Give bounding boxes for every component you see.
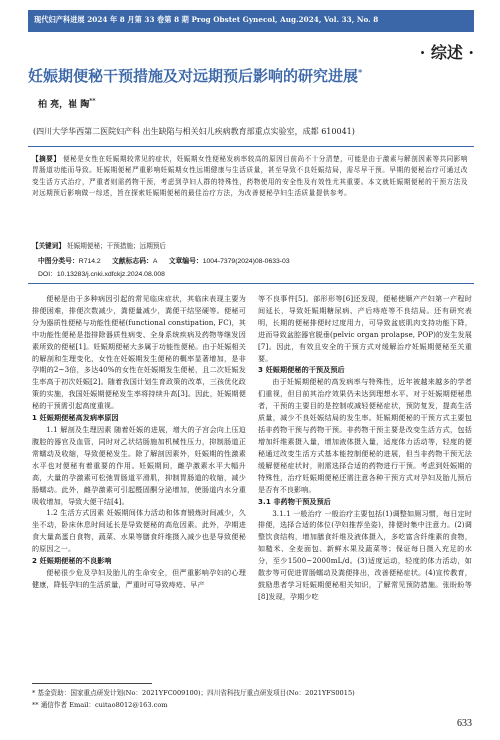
- abstract-label: 【摘要】: [32, 155, 61, 163]
- article-number-label: 文章编号：: [168, 257, 203, 265]
- article-title: [28, 62, 474, 86]
- clc-value: R714.2: [78, 258, 101, 265]
- journal-header-bar: [28, 10, 474, 32]
- footnote-correspondence: ** 通信作者 Email：cuitao8012@163.com: [32, 701, 168, 709]
- paragraph: 便秘很少危及孕妇及胎儿的生命安全，但严重影响孕妇的心理健康，降低孕妇的生活质量，严重时可导致痔疮、早产: [32, 568, 246, 589]
- abstract: [32, 154, 468, 199]
- footnote-funding: * 基金资助：国家重点研发计划(No：2021YFC009100)；四川省科技厅重点研发项目(No：2021YFS0015): [32, 689, 355, 697]
- affiliation: (四川大学华西第二医院妇产科 出生缺陷与相关妇儿疾病教育部重点实验室，成都 610041): [33, 127, 355, 136]
- section-heading: 1 妊娠期便秘高发病率原因: [32, 413, 119, 423]
- article-title-text: 妊娠期便秘干预措施及对远期预后影响的研究进展: [28, 67, 359, 85]
- paragraph: 由于妊娠期便秘的高发病率与特殊性，近年被越来越多的学者们重视，但目前其治疗效果仍未达到理想水平。对于妊娠期便秘患者，干预的主要目的是控制或减轻便秘症状，预防复发，提高生活质量，减少不良妊娠结局的发生率。妊娠期便秘的干预方式主要包括非药物干预与药物干预。非药物干预主要是改变生活方式，包括增加纤维素摄入量，增加液体摄入量，适度体力活动等，轻度的便秘通过改变生活方式基本能控制便秘的进展，但当非药物干预无法缓解便秘症状时，则需选择合适的药物进行干预。考虑到妊娠期的特殊性，治疗妊娠期便秘还需注意各种干预方式对孕妇及胎儿预后是否有不良影响。: [258, 377, 472, 494]
- keywords: [32, 241, 468, 252]
- keywords-label: 【关键词】: [32, 242, 65, 250]
- doc-code-label: 文献标志码：: [112, 257, 153, 265]
- classification-line: [38, 255, 468, 265]
- footnote-rule: [32, 683, 152, 684]
- keywords-text: 妊娠期便秘；干预措施；远期预后: [67, 242, 166, 250]
- paragraph: 1.2 生活方式因素 妊娠期间体力活动和体育锻炼时间减少，久坐不动，卧床休息时间延长是导致便秘的高危因素。此外，孕期进食大量高蛋白食物，蔬菜、水果等膳食纤维摄入减少也是导致便秘的原因之一。: [32, 508, 246, 554]
- body-column-left: [32, 293, 246, 591]
- abstract-top-rule: [28, 146, 474, 147]
- clc-label: 中图分类号：: [38, 257, 79, 265]
- paragraph: 1.1 解剖及生理因素 随着妊娠的进展，增大的子宫会向上压迫腹腔的器官及血管，同时对乙状结肠施加机械性压力，抑制肠道正常蠕动及收缩，导致便秘发生。除了解剖因素外，妊娠期的性激素水平也对便秘有着重要的作用。妊娠期间，雌孕激素水平大幅升高，大量的孕激素可松弛胃肠道平滑肌，抑制胃肠道的收缩，减少肠蠕动。此外，雌孕激素可引起醛固酮分泌增加，使肠道内水分重吸收增加，导致大便干结[4]。: [32, 425, 246, 506]
- abstract-bottom-rule: [28, 283, 474, 284]
- section-label: · 综述 ·: [419, 43, 474, 62]
- paragraph: 3.1.1 一般治疗 一般治疗主要包括(1)调整如厕习惯，每日定时排便，选择合适的体位(孕妇推荐坐姿)，排便时集中注意力。(2)调整饮食结构，增加膳食纤维及液体摄入，多吃富含纤维素的食物，如糙米、全麦面包、新鲜水果及蔬菜等；保证每日摄入充足的水分，至少1500~2000mL/d。(3)适度运动，轻度的体力活动，如散步等可促进胃肠蠕动及粪便排出，改善便秘症状。(4)宣传教育，鼓励患者学习妊娠期便秘相关知识，了解常见预防措施。张盼盼等[8]发现，孕期少吃: [258, 508, 472, 601]
- page-number: 633: [457, 718, 472, 729]
- abstract-text: 便秘是女性在妊娠期较常见的症状，妊娠期女性便秘发病率较高的原因目前尚不十分清楚，可能是由于激素与解剖因素等共同影响胃肠道功能而导致。妊娠期便秘严重影响妊娠期女性远期健康与生活质量，甚至导致不良妊娠结局，需尽早干预。早期的便秘治疗可通过改变生活方式治疗，严重者则需药物干预，考虑到孕妇人群的特殊性，药物使用的安全性及有效性尤其重要。本文就妊娠期便秘的干预方法及对远期预后影响做一综述，旨在探索妊娠期便秘的最佳治疗方法，为改善便秘孕妇生活质量提供参考。: [32, 155, 468, 197]
- journal-header-text: 现代妇产科进展 2024 年 8 月第 33 卷第 8 期 Prog Obstet Gynecol, Aug.2024, Vol. 33, No. 8: [34, 15, 379, 24]
- section-heading: 3 妊娠期便秘的干预及预后: [258, 365, 345, 375]
- section-heading: 2 妊娠期便秘的不良影响: [32, 556, 112, 566]
- title-footnote-mark: *: [358, 67, 363, 77]
- paragraph: 等不良事件[5]。部形形等[6]还发现，便秘使顺产产妇第一产程时间延长，导致妊娠期糖尿病、产后痔疮等不良结局。还有研究表明，长期的便秘排便时过度用力，可导致盆底肌肉支持功能下降，进而导致盆腔器官脱垂(pelvic organ prolapse, POP)的发生发展[7]。因此，有效且安全的干预方式对缓解治疗妊娠期便秘至关重要。: [258, 294, 472, 363]
- doi: DOI：10.13283/j.cnki.xdfckjz.2024.08.008: [38, 271, 165, 278]
- article-number-value: 1004-7379(2024)08-0633-03: [202, 258, 290, 265]
- author-names: 柏 亮，崔 陶: [38, 100, 90, 110]
- section-heading: 3.1 非药物干预及预后: [258, 496, 331, 506]
- author-footnote-mark: **: [89, 98, 96, 105]
- paragraph: 便秘是由于多种病因引起的常见临床症状，其临床表现主要为排便困难，排便次数减少，粪便量减少，粪便干结坚硬等。便秘可分为器质性便秘与功能性便秘(functional constipation, FC)，其中功能性便秘是指排除器质性病变、全身系统疾病及药物等继发因素所致的便秘[1]。妊娠期便秘大多属于功能性便秘。由于妊娠相关的解剖和生理变化，女性在妊娠期发生便秘的概率显著增加，是非孕期的2~3倍，多达40%的女性在妊娠期发生便秘，且二次妊娠发生率高于初次妊娠[2]。随着我国计划生育政策的改革，三孩优化政策的实施，我国妊娠期便秘发生率将持续升高[3]。因此，妊娠期便秘的干预需引起高度重视。: [32, 294, 246, 411]
- authors: [38, 97, 96, 110]
- doc-code-value: A: [152, 258, 158, 265]
- body-column-right: [258, 293, 472, 603]
